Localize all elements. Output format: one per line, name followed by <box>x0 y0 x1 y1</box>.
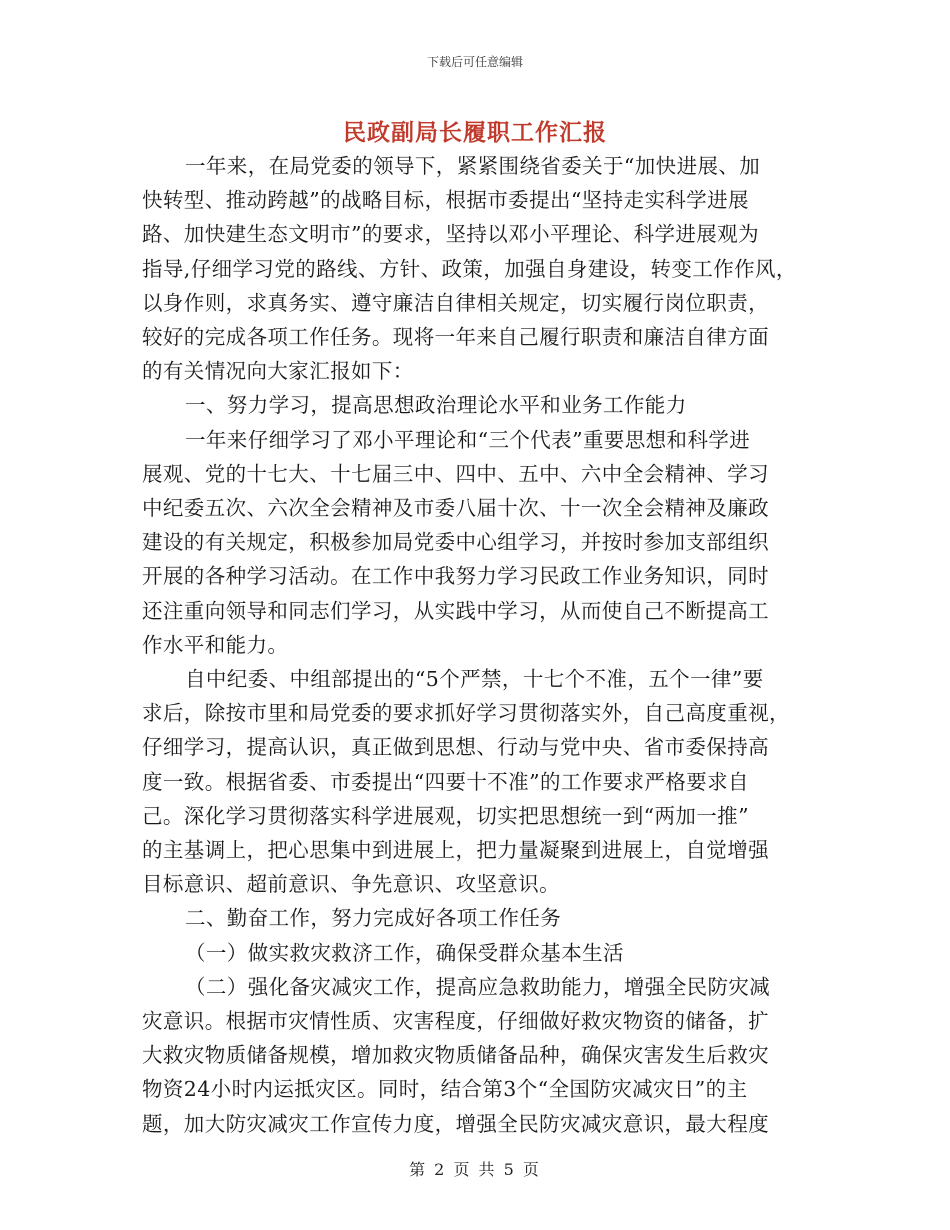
text-line: 路、加快建生态文明市”的要求，坚持以邓小平理论、科学进展观为 <box>142 222 759 247</box>
text-line: 展观、党的十七大、十七届三中、四中、五中、六中全会精神、学习 <box>142 461 769 486</box>
text-line: 一年来，在局党委的领导下，紧紧围绕省委关于“加快进展、加 <box>185 154 761 178</box>
text-line: 一年来仔细学习了邓小平理论和“三个代表”重要思想和科学进 <box>185 427 751 452</box>
text-line: 中纪委五次、六次全会精神及市委八届十次、十一次全会精神及廉政 <box>142 496 769 520</box>
text-line: 物资24小时内运抵灾区。同时，结合第3个“全国防灾减灾日”的主 <box>142 1077 748 1102</box>
text-line: 仔细学习，提高认识，真正做到思想、行动与党中央、省市委保持高 <box>142 735 769 760</box>
text-line: 度一致。根据省委、市委提出“四要十不准”的工作要求严格要求自 <box>142 769 749 794</box>
text-line: （二）强化备灾减灾工作，提高应急救助能力，增强全民防灾减 <box>185 974 771 999</box>
text-line: 自中纪委、中组部提出的“5个严禁，十七个不准，五个一律”要 <box>185 667 764 691</box>
text-line: 建设的有关规定，积极参加局党委中心组学习，并按时参加支部组织 <box>142 530 769 555</box>
text-line: 快转型、推动跨越”的战略目标，根据市委提出“坚持走实科学进展 <box>142 188 749 213</box>
text-line: 一、努力学习，提高思想政治理论水平和业务工作能力 <box>185 393 687 418</box>
text-line: 以身作则，求真务实、遵守廉洁自律相关规定，切实履行岗位职责， <box>142 290 769 315</box>
text-line: 作水平和能力。 <box>142 632 289 657</box>
text-line: 较好的完成各项工作任务。现将一年来自己履行职责和廉洁自律方面 <box>142 325 769 349</box>
page-number-footer: 第 2 页 共 5 页 <box>409 1160 541 1179</box>
text-line: 还注重向领导和同志们学习，从实践中学习，从而使自己不断提高工 <box>142 598 769 623</box>
text-line: 灾意识。根据市灾情性质、灾害程度，仔细做好救灾物资的储备，扩 <box>142 1009 769 1033</box>
text-line: 目标意识、超前意识、争先意识、攻坚意识。 <box>142 872 560 897</box>
text-line: 指导,仔细学习党的路线、方针、政策，加强自身建设，转变工作作风， <box>142 256 797 281</box>
text-line: 求后，除按市里和局党委的要求抓好学习贯彻落实外，自己高度重视， <box>142 701 790 726</box>
page-header: 下载后可任意编辑 <box>426 55 523 69</box>
text-line: （一）做实救灾救济工作，确保受群众基本生活 <box>185 940 624 965</box>
document-title: 民政副局长履职工作汇报 <box>343 119 607 146</box>
text-line: 大救灾物质储备规模，增加救灾物质储备品种，确保灾害发生后救灾 <box>142 1043 769 1068</box>
text-line: 己。深化学习贯彻落实科学进展观，切实把思想统一到“两加一推” <box>142 803 749 828</box>
text-line: 的有关情况向大家汇报如下： <box>142 359 414 384</box>
text-line: 题，加大防灾减灾工作宣传力度，增强全民防灾减灾意识，最大程度 <box>142 1111 769 1136</box>
text-line: 二、勤奋工作，努力完成好各项工作任务 <box>185 906 562 931</box>
text-line: 的主基调上，把心思集中到进展上，把力量凝聚到进展上，自觉增强 <box>142 838 769 862</box>
text-line: 开展的各种学习活动。在工作中我努力学习民政工作业务知识，同时 <box>142 564 769 589</box>
